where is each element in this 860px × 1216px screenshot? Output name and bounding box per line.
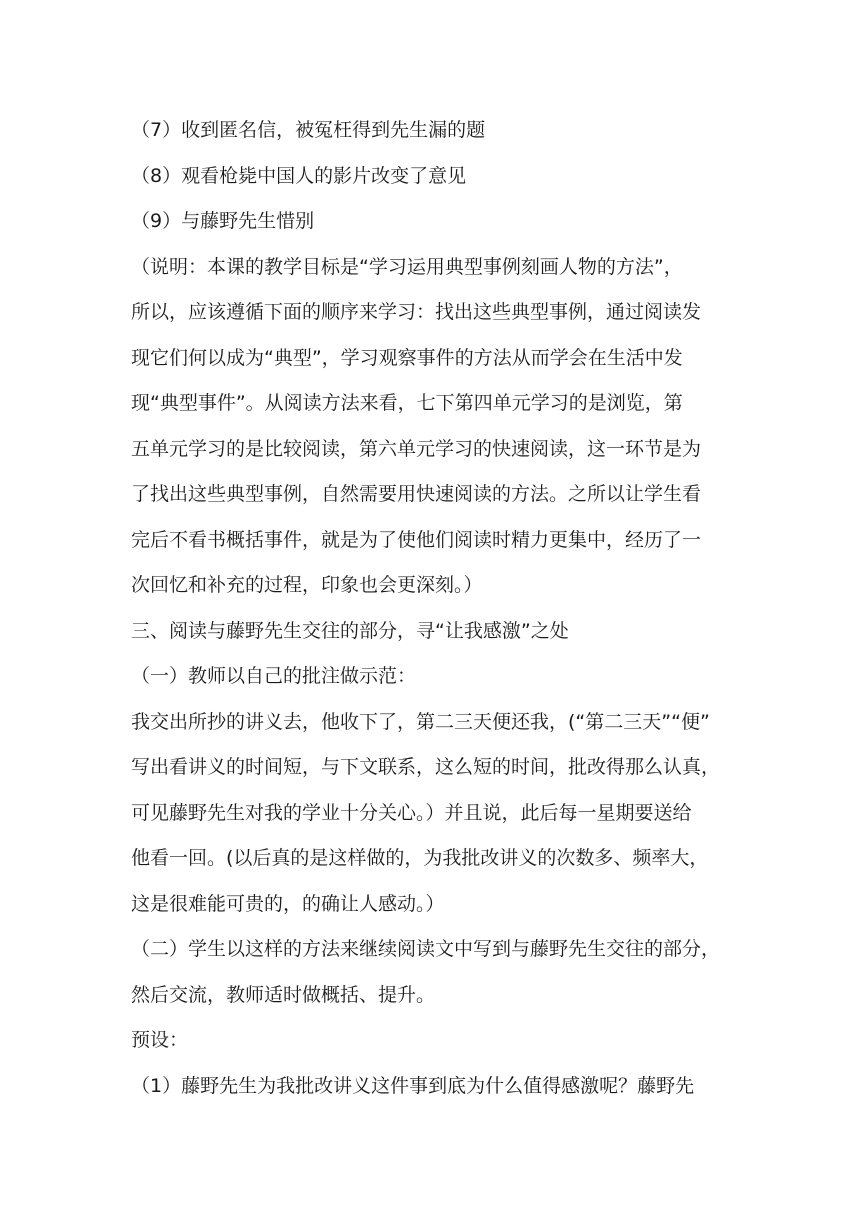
section-heading-3: 三、阅读与藤野先生交往的部分，寻“让我感激”之处 — [131, 619, 569, 642]
list-item-9: （9）与藤野先生惜别 — [131, 210, 315, 232]
note-line-1: （说明：本课的教学目标是“学习运用典型事例刻画人物的方法”， — [131, 255, 683, 278]
note-line-5: 五单元学习的是比较阅读，第六单元学习的快速阅读，这一环节是为 — [131, 437, 702, 460]
subsection-2-line-1: （二）学生以这样的方法来继续阅读文中写到与藤野先生交往的部分， — [131, 938, 721, 960]
annotation-line-3: 可见藤野先生对我的学业十分关心。）并且说，此后每一星期要送给 — [131, 801, 692, 824]
preset-item-1: （1）藤野先生为我批改讲义这件事到底为什么值得感激呢？藤野先 — [131, 1074, 695, 1097]
preset-label: 预设： — [131, 1029, 189, 1051]
annotation-line-4: 他看一回。(以后真的是这样做的，为我批改讲义的次数多、频率大， — [131, 847, 709, 869]
document-body — [131, 108, 741, 1109]
list-item-7: （7）收到匿名信，被冤枉得到先生漏的题 — [131, 119, 486, 141]
note-line-2: 所以，应该遵循下面的顺序来学习：找出这些典型事例，通过阅读发 — [131, 301, 702, 323]
note-line-8: 次回忆和补充的过程，印象也会更深刻。） — [131, 574, 483, 596]
annotation-line-2: 写出看讲义的时间短，与下文联系，这么短的时间，批改得那么认真， — [131, 756, 721, 778]
note-line-3: 现它们何以成为“典型”，学习观察事件的方法从而学会在生活中发 — [131, 346, 683, 369]
subsection-2-line-2: 然后交流，教师适时做概括、提升。 — [131, 983, 436, 1006]
note-line-6: 了找出这些典型事例，自然需要用快速阅读的方法。之所以让学生看 — [131, 483, 702, 505]
note-line-7: 完后不看书概括事件，就是为了使他们阅读时精力更集中，经历了一 — [131, 528, 702, 551]
list-item-8: （8）观看枪毙中国人的影片改变了意见 — [131, 164, 467, 187]
note-line-4: 现“典型事件”。从阅读方法来看，七下第四单元学习的是浏览，第 — [131, 392, 683, 414]
annotation-line-5: 这是很难能可贵的，的确让人感动。） — [131, 892, 445, 915]
annotation-line-1: 我交出所抄的讲义去，他收下了，第二三天便还我，(“第二三天”“便” — [131, 710, 710, 733]
subsection-heading-1: （一）教师以自己的批注做示范： — [131, 665, 417, 687]
